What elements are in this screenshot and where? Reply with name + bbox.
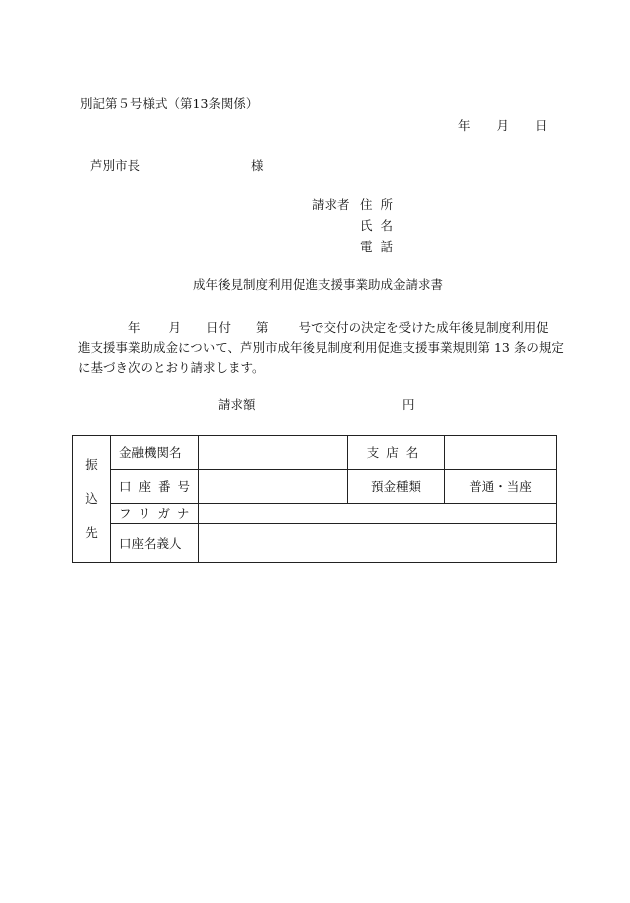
bank-name-field[interactable] (199, 436, 348, 470)
furigana-field[interactable] (199, 503, 557, 523)
account-number-field[interactable] (199, 469, 348, 503)
claim-amount-unit: 円 (402, 397, 415, 412)
claimant-address-label: 住所 (360, 197, 402, 212)
account-number-label: 口座番号 (111, 469, 199, 503)
side-char-1: 振 (85, 457, 98, 472)
account-type-field[interactable]: 普通・当座 (445, 469, 557, 503)
body-month: 月 (168, 320, 182, 335)
body-line-2: 進支援事業助成金について、芦別市成年後見制度利用促進支援事業規則第 13 条の規定 (78, 340, 564, 355)
side-char-3: 先 (85, 525, 98, 540)
branch-name-field[interactable] (445, 436, 557, 470)
furigana-label: フリガナ (111, 503, 199, 523)
date-year: 年 (458, 118, 471, 133)
claim-amount-label: 請求額 (218, 397, 256, 412)
account-type-label: 預金種類 (348, 469, 445, 503)
date-day: 日 (535, 118, 548, 133)
addressee-mayor: 芦別市長 (90, 158, 141, 173)
date-month: 月 (496, 118, 510, 133)
claimant-phone-label: 電話 (360, 239, 402, 254)
account-holder-label: 口座名義人 (111, 524, 199, 563)
body-year: 年 (128, 320, 141, 335)
form-number-label: 別記第５号様式（第13条関係） (80, 96, 259, 111)
side-char-2: 込 (85, 491, 98, 506)
claimant-label: 請求者 (312, 197, 350, 212)
date-line (458, 118, 548, 134)
body-line-1-text: 号で交付の決定を受けた成年後見制度利用促 (298, 320, 549, 335)
bank-transfer-table (72, 435, 557, 563)
body-number-prefix: 第 (256, 320, 269, 335)
addressee-honorific: 様 (251, 158, 264, 173)
body-paragraph (78, 318, 564, 378)
body-date-suffix: 日付 (206, 320, 232, 335)
account-holder-field[interactable] (199, 524, 557, 563)
bank-name-label: 金融機関名 (111, 436, 199, 470)
transfer-destination-label (73, 436, 111, 563)
body-line-1 (78, 318, 560, 338)
body-line-3: に基づき次のとおり請求します。 (78, 360, 265, 375)
claimant-name-label: 氏名 (360, 218, 402, 233)
branch-name-label: 支店名 (348, 436, 445, 470)
document-title: 成年後見制度利用促進支援事業助成金請求書 (193, 277, 444, 292)
